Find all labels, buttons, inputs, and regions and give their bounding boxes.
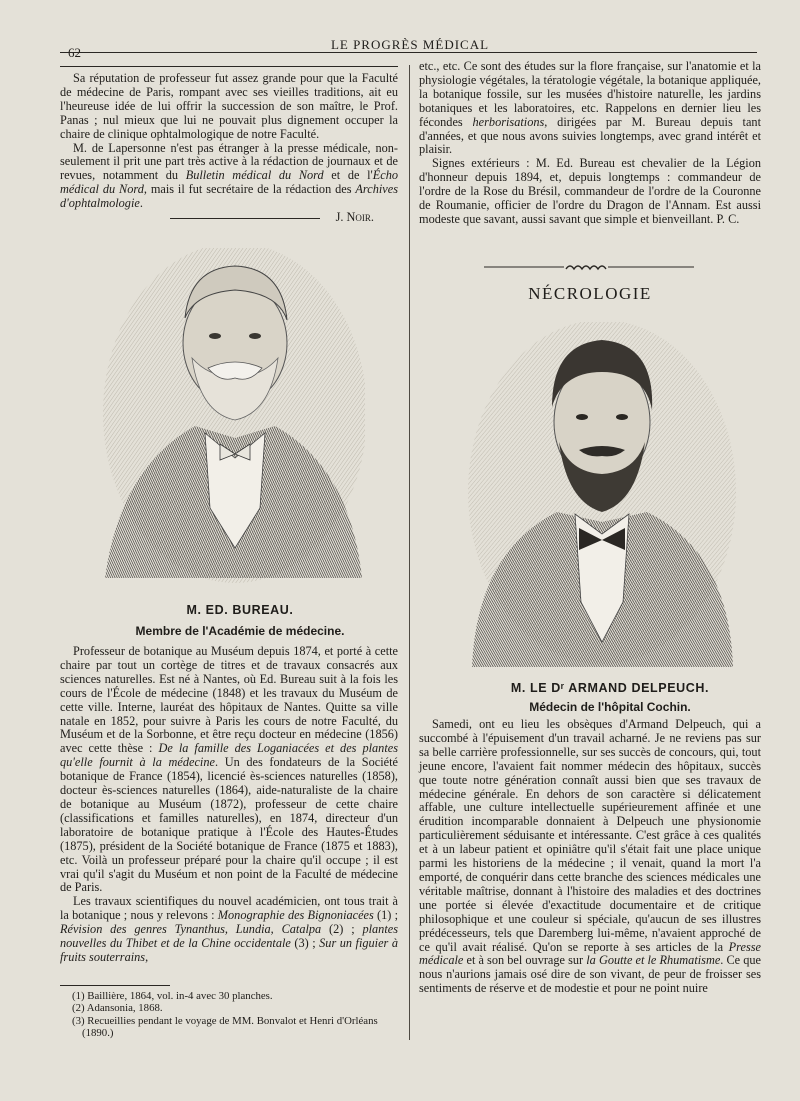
header-rule-secondary — [60, 66, 398, 67]
signature: J. Noir. — [335, 210, 374, 225]
right-column-top — [419, 60, 761, 227]
section-title: NÉCROLOGIE — [528, 284, 652, 303]
right-column-bottom — [419, 718, 761, 996]
signature-line — [60, 211, 398, 225]
left-column-bottom — [60, 645, 398, 965]
footnote-rule — [60, 985, 170, 986]
paragraph: Signes extérieurs : M. Ed. Bureau est chevalier de la Légion d'honneur depuis 1894, et, depuis longtemps : commandeur de l'ordre de la Rose du Brésil, commandeur de l'ordre de la Couronne de Roumanie, officier de l'ordre du Dragon de l'Annam. Est aussi modeste que savant, aussi savant que simple et bienveillant. P. C. — [419, 156, 761, 226]
ornament-divider — [484, 262, 694, 272]
paragraph: Samedi, ont eu lieu les obsèques d'Armand Delpeuch, qui a succombé à l'épuisement d'un travail acharné. Je ne reviens pas sur sa belle carrière professionnelle, sur ses succès de concours, qui, tout jeune encore, l'avaient fait nommer médecin des hôpitaux, succès que toute notre génération connaît aussi bien que ses travaux de médecine générale. En dehors de son caractère si délicatement affable, une culture intellectuelle supérieurement affinée et une érudition incomparable donnaient à Delpeuch une physionomie particulièrement séduisante et intéressante. C'est grâce à ces qualités et à un labeur patient et opiniâtre qu'il s'était fait une place unique parmi les historiens de la médecine ; il venait, quand la mort l'a emporté, de conquérir dans cette branche des sciences médicales une véritable maîtrise, donnant à l'histoire des maladies et des doctrines une portée si élevée d'exactitude documentaire et de critique philosophique et une couleur si spéciale, qu'aucun de ses illustres prédécesseurs, tels que Daremberg lui-même, n'avaient approché de ce qu'il avait réalisé. Qu'on se reporte à ses articles de la Presse médicale et à son bel ouvrage sur la Goutte et le Rhumatisme. Ce que nous n'aurions jamais osé dire de son vivant, de peur de froisser ses sentiments de réserve et de modestie et pour ne point nuire — [419, 717, 762, 996]
footnote: (1) Baillière, 1864, vol. in-4 avec 30 planches. — [72, 990, 273, 1002]
portrait-2-name: M. LE Dʳ ARMAND DELPEUCH. — [510, 681, 710, 695]
page-number: 62 — [68, 45, 81, 60]
portrait-bureau — [100, 248, 365, 598]
portrait-1-name: M. ED. BUREAU. — [186, 603, 294, 617]
footnotes — [60, 985, 398, 1039]
header-rule — [60, 52, 757, 53]
left-column-top — [60, 72, 398, 225]
paragraph: Professeur de botanique au Muséum depuis 1874, et porté à cette chaire par tout un cortège de titres et de travaux consacrés aux sciences naturelles. Est né à Nantes, où Ed. Bureau suit à la fois les cours de l'École de médecine (1848) et les travaux du Muséum de cette ville. Interne, lauréat des hôpitaux de Nantes. Quitte sa ville natale en 1852, pour suivre à Paris les cours de notre Faculté, du Muséum et de la Sorbonne, et être reçu docteur en médecine (1856) avec cette thèse : De la famille des Loganiacées et des plantes qu'elle fournit à la médecine. Un des fondateurs de la Société botanique de France (1854), licencié ès-sciences naturelles (1858), docteur ès-sciences naturelles (1864), aide-naturaliste de la chaire de botanique au Muséum (1872), professeur de cette chaire (classifications et familles naturelles), en 1874, directeur d'un laboratoire de botanique pratique à l'École des Hautes-Études (1875), président de la Société botanique de France (1875 et 1883), etc. Voilà un professeur préparé pour la chaire qu'il occupe ; il est vrai qu'il s'agit du Muséum et non point de la Faculté de médecine de Paris. — [60, 644, 398, 895]
footnote: (2) Adansonia, 1868. — [72, 1002, 163, 1015]
running-title: LE PROGRÈS MÉDICAL — [330, 37, 490, 52]
paragraph: Les travaux scientifiques du nouvel académicien, ont tous trait à la botanique ; nous y relevons : Monographie des Bignoniacées (1) ; Révision des genres Tynanthus, Lundia, Catalpa (2) ; plantes nouvelles du Thibet et de la Chine occidentale (3) ; Sur un figuier à fruits souterrains, — [60, 894, 399, 964]
paragraph: etc., etc. Ce sont des études sur la flore française, sur l'anatomie et la physiologie végétales, la tératologie végétale, la botanique appliquée, la botanique fossile, sur les musées d'histoire naturelle, les jardins botaniques et les laboratoires, etc. Rappelons en dernier lieu les fécondes herborisations, dirigées par M. Bureau depuis tant d'années, et que nous avons suivies longtemps, avec grand intérêt et plaisir. — [419, 59, 761, 157]
signature-rule — [170, 218, 320, 219]
paragraph: Sa réputation de professeur fut assez grande pour que la Faculté de médecine de Paris, rompant avec ses vieilles traditions, ait eu l'heureuse idée de lui offrir la succession de son maître, le Prof. Panas ; nul mieux que lui ne pouvait plus dignement occuper la chaire de clinique ophtalmologique de notre Faculté. — [60, 71, 398, 141]
paragraph: M. de Lapersonne n'est pas étranger à la presse médicale, non-seulement il prit une part très active à la rédaction de journaux et de revues, notamment du Bulletin médical du Nord et de l'Écho médical du Nord, mais il fut secrétaire de la rédaction des Archives d'ophtalmologie. — [60, 140, 398, 211]
column-divider — [409, 65, 410, 1040]
page-header — [60, 35, 760, 59]
portrait-1-subtitle: Membre de l'Académie de médecine. — [135, 624, 345, 638]
portrait-delpeuch — [467, 322, 737, 672]
footnote: (3) Recueillies pendant le voyage de MM. Bonvalot et Henri d'Orléans (1890.) — [72, 1014, 378, 1039]
portrait-2-subtitle: Médecin de l'hôpital Cochin. — [529, 700, 691, 714]
